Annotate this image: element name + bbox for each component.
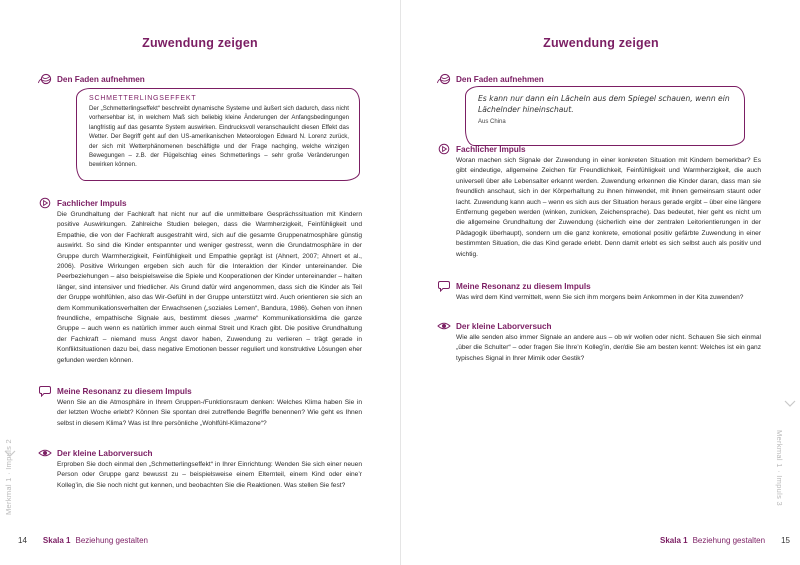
resonanz-section bbox=[439, 279, 761, 303]
section-text: Die Grundhaltung der Fachkraft hat nicht nur auf die unmittelbare Gesprächssituation mit Kindern positive Auswirkungen. Zahlreiche Studien belegen, dass die Warmherzigkeit, Feinfühligkeit und Empathie, die von der Fachkraft ausgestrahlt wird, sich auf die gesamte Gruppenatmosphäre günstig auswirkt. So sind die Kinder entspannter und weniger gestresst, wenn die Grundatmosphäre in der Gruppe durch Warmherzigkeit, Feinfühligkeit und Empathie geprägt ist (Ahnert, 2007; Ahnert et al., 2006). Positive Wirkungen ergeben sich auch für die Interaktion der Kinder untereinander. Die Peerbeziehungen – also beispielsweise die Spiele und Kooperationen der Kinder untereinander – halten länger, sind intensiver und friedlicher. Als Grund dafür wird angenommen, dass sich die Kinder als Teil der Gruppe wohlfühlen, also das Wir-Gefühl in der Gruppe unterstützt wird. Auch orientieren sie sich an dem Kommunikationsverhalten der Erwachsenen („soziales Lernen“, Bandura, 1986). Gehen von ihnen freundliche, empathische Signale aus, bestimmt dieses „warme“ Kommunikationsklima die ganze Gruppe – auch wenn es natürlich immer auch einmal Streit und Krach gibt. Die positive Grundhaltung der Fachkraft – niemand muss Angst davor haben, Zuwendung zu verlieren – trägt gerade in Konfliktsituationen dazu bei, dass negative Emotionen besser reguliert und konstruktive Lösungen eher gefunden werden können. bbox=[57, 211, 362, 364]
definition-box bbox=[76, 88, 360, 181]
section-text: Erproben Sie doch einmal den „Schmetterlingseffekt“ in Ihrer Einrichtung: Wenden Sie sich einer neuen Person oder Gruppe ganz bewusst zu – beispielsweise einem Elternteil, einem Kind oder eine’r Kolleg’in, die Sie noch nicht gut kennen, und beobachten Sie die Reaktionen. Was stellen Sie fest? bbox=[57, 461, 362, 489]
footer-topic: Beziehung gestalten bbox=[75, 536, 148, 545]
box-title: SCHMETTERLINGSEFFEKT bbox=[89, 95, 197, 102]
eye-icon bbox=[38, 447, 53, 459]
page-title: Zuwendung zeigen bbox=[142, 36, 258, 50]
page-footer bbox=[18, 536, 148, 545]
speech-bubble-icon bbox=[38, 385, 53, 397]
play-circle-icon bbox=[38, 197, 53, 209]
quote-box bbox=[465, 86, 745, 146]
section-heading: Meine Resonanz zu diesem Impuls bbox=[57, 386, 192, 396]
quote-source: Aus China bbox=[478, 119, 506, 125]
yarn-ball-icon bbox=[38, 73, 53, 85]
section-text: Wenn Sie an die Atmosphäre in Ihrem Gruppen-/Funktionsraum denken: Welches Klima haben Sie in der letzten Woche erlebt? Können Sie spontan drei zutreffende Begriffe benennen? Wie geht es Ihnen selbst in diesem Klima? Was ist Ihre persönliche „Wohlfühl-Klimazone“? bbox=[57, 399, 362, 427]
page-number: 14 bbox=[18, 536, 27, 545]
quote-text: Es kann nur dann ein Lächeln aus dem Spiegel schauen, wenn ein Lächelnder hineinschaut. bbox=[478, 94, 730, 114]
section-heading: Meine Resonanz zu diesem Impuls bbox=[456, 281, 591, 291]
section-text: Was wird dem Kind vermittelt, wenn Sie sich ihm morgens beim Ankommen in der Kita zuwenden? bbox=[456, 294, 744, 301]
yarn-ball-icon bbox=[437, 73, 452, 85]
section-heading: Den Faden aufnehmen bbox=[456, 74, 544, 84]
side-label: Merkmal 1 · Impuls 2 bbox=[4, 438, 13, 515]
resonanz-section bbox=[40, 384, 362, 429]
eye-icon bbox=[437, 320, 452, 332]
page-title: Zuwendung zeigen bbox=[543, 36, 659, 50]
section-heading: Der kleine Laborversuch bbox=[456, 321, 552, 331]
right-page bbox=[400, 0, 800, 565]
footer-skala: Skala 1 bbox=[42, 536, 71, 545]
impuls-section bbox=[40, 196, 362, 366]
section-heading: Fachlicher Impuls bbox=[57, 198, 127, 208]
speech-bubble-icon bbox=[437, 280, 452, 292]
faden-section bbox=[40, 72, 362, 86]
labor-section bbox=[40, 446, 362, 491]
chevron-marker-icon bbox=[4, 450, 16, 458]
section-text: Wie alle senden also immer Signale an andere aus – ob wir wollen oder nicht. Schauen Sie sich einmal „über die Schulter“ – oder fragen Sie Ihre’n Kolleg’in, der/die Sie am besten kennt: Welches ist ein ganz typisches Signal in Ihrer Mimik oder Gestik? bbox=[456, 334, 761, 362]
section-text: Woran machen sich Signale der Zuwendung in einer konkreten Situation mit Kindern bemerkbar? Es gibt eindeutige, allgemeine Zeichen für Freundlichkeit, Feinfühligkeit und Warmherzigkeit, die auch universell über alle Lebensalter erkannt werden. Zuwendung erkennen die Kinder daran, dass man sie freundlich anschaut, sich in der Körperhaltung zu ihnen hinwendet, mit ihnen gemeinsam staunt oder lacht. Zuwendung kann auch – wenn es sich aus der Situation heraus gerade ergibt – über eine längere Entfernung gegeben werden (winken, zunicken, Zeichensprache). Das bedeutet, hier geht es nicht um die allgemeine Grundhaltung der Zuwendung (sicherlich eine der zentralen Leitorientierungen in der Pädagogik überhaupt), sondern um die ganz konkrete, emotional positiv gefärbte Zuwendung in einer bestimmten Situation, die das Kind gerade erlebt. Denn damit erlebt es sich selbst auch als positiv und wichtig. bbox=[456, 157, 761, 258]
page-number: 15 bbox=[781, 536, 790, 545]
page-footer bbox=[660, 536, 790, 545]
section-heading: Fachlicher Impuls bbox=[456, 144, 526, 154]
labor-section bbox=[439, 319, 761, 364]
section-heading: Der kleine Laborversuch bbox=[57, 448, 153, 458]
section-heading: Den Faden aufnehmen bbox=[57, 74, 145, 84]
footer-topic: Beziehung gestalten bbox=[692, 536, 766, 545]
impuls-section bbox=[439, 142, 761, 260]
box-text: Der „Schmetterlingseffekt“ beschreibt dynamische Systeme und äußert sich dadurch, dass nicht vorhersehbar ist, in welchem Maß sich beliebig kleine Änderungen der Anfangsbedingungen langfristig auf das gesamte System auswirken. Eindrucksvoll veranschaulicht diesen Effekt das Wetter. Der Begriff geht auf den US-amerikanischen Meteorologen Edward N. Lorenz zurück, der sich mit Wetterphänomenen beschäftigte und der Frage nachging, welche winzigen Bewegungen – z.B. der Flügelschlag eines Schmetterlings – sehr große Veränderungen bewirken können. bbox=[89, 105, 349, 169]
play-circle-icon bbox=[437, 143, 452, 155]
chevron-marker-icon bbox=[784, 400, 796, 408]
footer-skala: Skala 1 bbox=[660, 536, 688, 545]
faden-section bbox=[439, 72, 761, 86]
side-label: Merkmal 1 · Impuls 3 bbox=[775, 430, 784, 507]
